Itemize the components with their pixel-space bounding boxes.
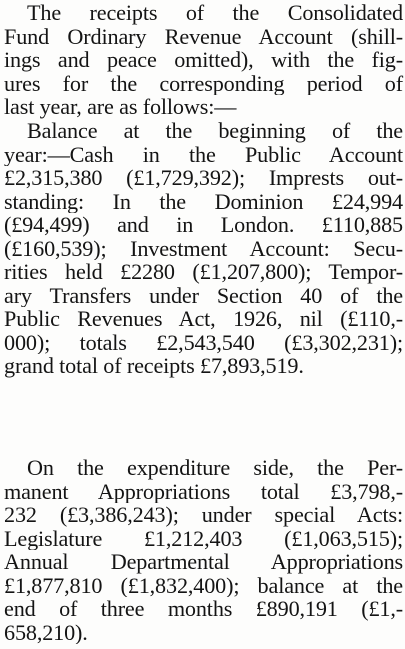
text-line: On the expenditure side, the Per- [27, 456, 403, 480]
text-line: Public Revenues Act, 1926, nil (£110,- [4, 307, 403, 331]
text-line: ings and peace omitted), with the fig- [4, 48, 403, 72]
text-line: Balance at the beginning of the [27, 119, 403, 143]
text-line: £1,877,810 (£1,832,400); balance at the [4, 573, 403, 597]
text-line: £2,315,380 (£1,729,392); Imprests out- [4, 166, 403, 190]
text-line: standing: In the Dominion £24,994 [4, 189, 403, 213]
text-line: grand total of receipts £7,893,519. [4, 354, 304, 378]
text-line: ures for the corresponding period of [4, 71, 403, 95]
text-line: ary Transfers under Section 40 of the [4, 283, 403, 307]
text-line: manent Appropriations total £3,798,- [4, 479, 403, 503]
text-line: Annual Departmental Appropriations [4, 550, 403, 574]
text-line: 658,210). [4, 620, 88, 644]
text-line: (£94,499) and in London. £110,885 [4, 213, 403, 237]
paragraph-expenditure [0, 456, 405, 644]
text-line: (£160,539); Investment Account: Secu- [4, 236, 403, 260]
text-line: 232 (£3,386,243); under special Acts: [4, 503, 403, 527]
paragraph-balance [0, 119, 405, 378]
text-line: rities held £2280 (£1,207,800); Tempor- [4, 260, 403, 284]
text-line: last year, are as follows:— [4, 95, 237, 119]
text-line: Fund Ordinary Revenue Account (shill- [4, 24, 403, 48]
text-line: end of three months £890,191 (£1,- [4, 597, 403, 621]
text-line: Legislature £1,212,403 (£1,063,515); [4, 526, 403, 550]
paragraph-receipts-intro [0, 1, 405, 119]
text-line: year:—Cash in the Public Account [4, 142, 403, 166]
text-line: The receipts of the Consolidated [27, 1, 403, 25]
text-line: 000); totals £2,543,540 (£3,302,231); [4, 330, 403, 354]
